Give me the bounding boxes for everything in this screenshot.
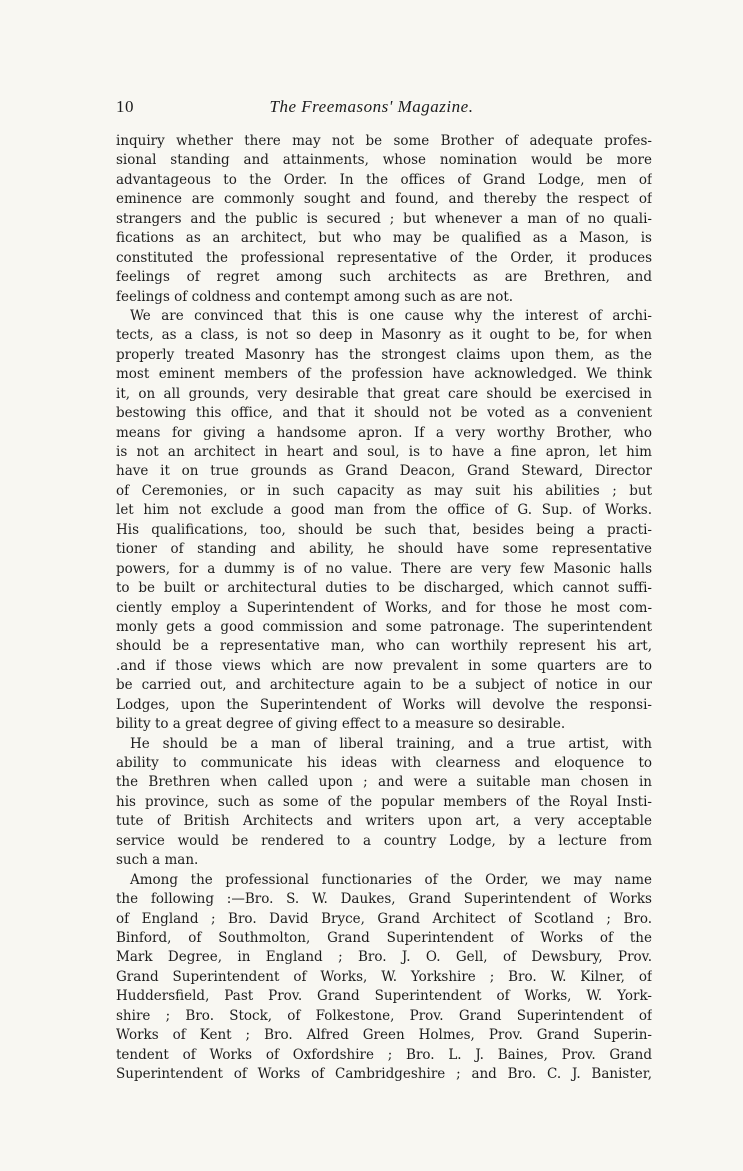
paragraph [116,735,652,871]
text-line: should be a representative man, who can worthily represent his art, [116,638,652,655]
text-line: inquiry whether there may not be some Brother of adequate profes- [116,133,652,149]
text-line: properly treated Masonry has the strongest claims upon them, as the [116,346,652,363]
article-body [116,132,652,1084]
text-line: tects, as a class, is not so deep in Masonry as it ought to be, for when [116,327,652,344]
text-line: of England ; Bro. David Bryce, Grand Architect of Scotland ; Bro. [116,910,652,927]
page-number: 10 [116,97,134,116]
text-line: Huddersfield, Past Prov. Grand Superintendent of Works, W. York- [116,988,652,1005]
text-line: sional standing and attainments, whose nomination would be more [116,152,652,169]
text-line: constituted the professional representative of the Order, it produces [116,249,652,266]
text-line: bestowing this office, and that it should not be voted as a convenient [116,405,652,422]
text-line: feelings of regret among such architects as are Brethren, and [116,269,652,286]
running-title: The Freemasons' Magazine. [269,97,474,116]
text-line: ciently employ a Superintendent of Works, and for those he most com- [116,599,652,616]
text-line: strangers and the public is secured ; but whenever a man of no quali- [116,210,652,227]
text-line: let him not exclude a good man from the office of G. Sup. of Works. [116,502,652,519]
text-line: Works of Kent ; Bro. Alfred Green Holmes, Prov. Grand Superin- [116,1027,652,1044]
text-line: is not an architect in heart and soul, is to have a fine apron, let him [116,444,652,460]
text-line: most eminent members of the profession have acknowledged. We think [116,366,652,383]
text-line: it, on all grounds, very desirable that great care should be exercised in [116,385,652,402]
text-line: We are convinced that this is one cause why the interest of archi- [130,307,652,324]
text-line: fications as an architect, but who may be qualified as a Mason, is [116,230,652,247]
text-line: tioner of standing and ability, he should have some representative [116,541,652,558]
text-line: His qualifications, too, should be such that, besides being a practi- [116,521,652,538]
text-line: .and if those views which are now prevalent in some quarters are to [116,657,652,674]
text-line: Superintendent of Works of Cambridgeshire ; and Bro. C. J. Banister, [116,1066,652,1082]
paragraph [116,132,652,307]
text-line: eminence are commonly sought and found, and thereby the respect of [116,191,652,208]
text-line: means for giving a handsome apron. If a very worthy Brother, who [116,424,652,441]
text-line: bility to a great degree of giving effect to a measure so desirable. [116,716,566,733]
text-line: ability to communicate his ideas with clearness and eloquence to [116,755,652,771]
text-line: Mark Degree, in England ; Bro. J. O. Gell, of Dewsbury, Prov. [116,949,652,966]
paragraph [116,307,652,735]
text-line: of Ceremonies, or in such capacity as may suit his abilities ; but [116,482,652,499]
text-line: to be built or architectural duties to be discharged, which cannot suffi- [116,580,652,597]
text-line: Among the professional functionaries of the Order, we may name [130,871,652,888]
text-line: He should be a man of liberal training, and a true artist, with [130,735,652,752]
text-line: advantageous to the Order. In the offices of Grand Lodge, men of [116,171,652,188]
text-line: be carried out, and architecture again to be a subject of notice in our [116,677,652,694]
text-line: the Brethren when called upon ; and were a suitable man chosen in [116,774,652,791]
text-line: Binford, of Southmolton, Grand Superintendent of Works of the [116,929,652,946]
text-line: powers, for a dummy is of no value. There are very few Masonic halls [116,560,652,577]
text-line: shire ; Bro. Stock, of Folkestone, Prov. Grand Superintendent of [116,1007,652,1024]
text-line: the following :—Bro. S. W. Daukes, Grand Superintendent of Works [116,891,652,908]
text-line: Lodges, upon the Superintendent of Works will devolve the responsi- [116,696,652,713]
text-line: monly gets a good commission and some patronage. The superintendent [116,618,652,635]
paragraph [116,871,652,1085]
text-line: have it on true grounds as Grand Deacon, Grand Steward, Director [116,463,652,480]
text-line: tute of British Architects and writers upon art, a very acceptable [116,813,652,830]
text-line: such a man. [116,852,199,869]
text-line: his province, such as some of the popular members of the Royal Insti- [116,793,652,810]
text-line: service would be rendered to a country Lodge, by a lecture from [116,832,652,849]
text-line: Grand Superintendent of Works, W. Yorkshire ; Bro. W. Kilner, of [116,968,652,985]
text-line: tendent of Works of Oxfordshire ; Bro. L. J. Baines, Prov. Grand [116,1046,652,1063]
text-line: feelings of coldness and contempt among such as are not. [116,288,514,305]
